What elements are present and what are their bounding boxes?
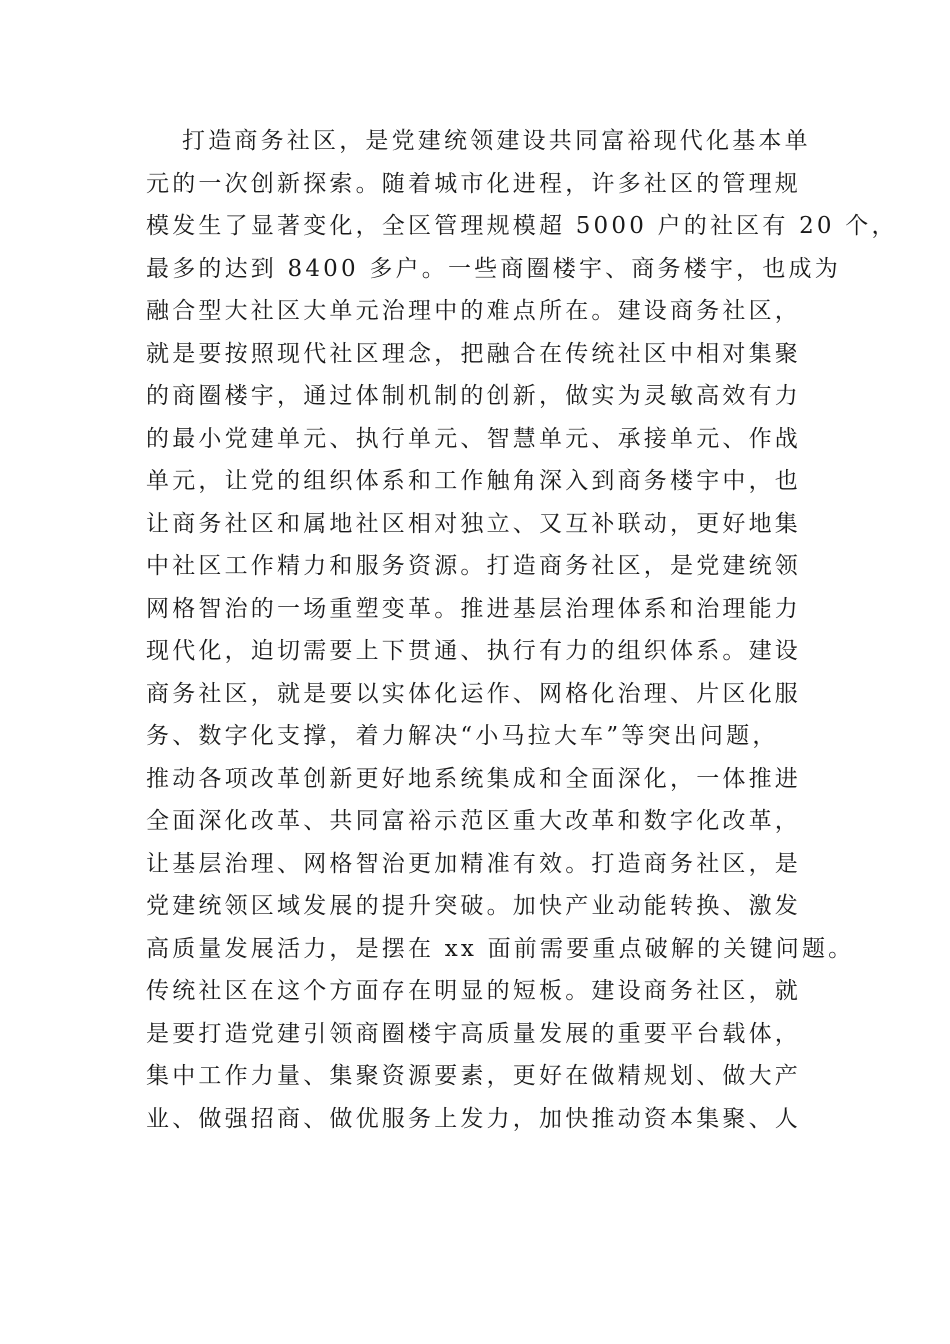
text-line: 现代化，迫切需要上下贯通、执行有力的组织体系。建设 <box>146 638 801 664</box>
text-line: 党建统领区域发展的提升突破。加快产业动能转换、激发 <box>146 893 801 919</box>
text-line: 传统社区在这个方面存在明显的短板。建设商务社区，就 <box>146 978 801 1004</box>
text-line: 中社区工作精力和服务资源。打造商务社区，是党建统领 <box>146 553 801 579</box>
text-line: 集中工作力量、集聚资源要素，更好在做精规划、做大产 <box>146 1063 801 1089</box>
text-line: 全面深化改革、共同富裕示范区重大改革和数字化改革， <box>146 808 801 834</box>
text-line: 的最小党建单元、执行单元、智慧单元、承接单元、作战 <box>146 425 801 452</box>
text-line: 网格智治的一场重塑变革。推进基层治理体系和治理能力 <box>146 595 801 622</box>
text-line: 让商务社区和属地社区相对独立、又互补联动，更好地集 <box>146 510 801 537</box>
text-line: 的商圈楼宇，通过体制机制的创新，做实为灵敏高效有力 <box>146 383 801 409</box>
text-line: 是要打造党建引领商圈楼宇高质量发展的重要平台载体， <box>146 1020 801 1047</box>
text-line: 就是要按照现代社区理念，把融合在传统社区中相对集聚 <box>146 340 801 367</box>
text-line: 模发生了显著变化，全区管理规模超 5000 户的社区有 20 个， <box>146 213 898 239</box>
text-line: 让基层治理、网格智治更加精准有效。打造商务社区，是 <box>146 850 801 877</box>
text-line: 单元，让党的组织体系和工作触角深入到商务楼宇中，也 <box>146 468 801 494</box>
text-line: 务、数字化支撑，着力解决“小马拉大车”等突出问题， <box>146 723 779 749</box>
text-line: 业、做强招商、做优服务上发力，加快推动资本集聚、人 <box>146 1105 801 1132</box>
text-line: 融合型大社区大单元治理中的难点所在。建设商务社区， <box>146 298 801 324</box>
text-line: 商务社区，就是要以实体化运作、网格化治理、片区化服 <box>146 680 801 707</box>
text-line: 高质量发展活力，是摆在 xx 面前需要重点破解的关键问题。 <box>146 935 855 962</box>
text-line: 元的一次创新探索。随着城市化进程，许多社区的管理规 <box>146 170 801 197</box>
text-line: 推动各项改革创新更好地系统集成和全面深化，一体推进 <box>146 765 801 792</box>
text-line: 打造商务社区，是党建统领建设共同富裕现代化基本单 <box>182 128 811 154</box>
body-paragraph <box>146 120 898 1140</box>
text-line: 最多的达到 8400 多户。一些商圈楼宇、商务楼宇，也成为 <box>146 255 841 282</box>
